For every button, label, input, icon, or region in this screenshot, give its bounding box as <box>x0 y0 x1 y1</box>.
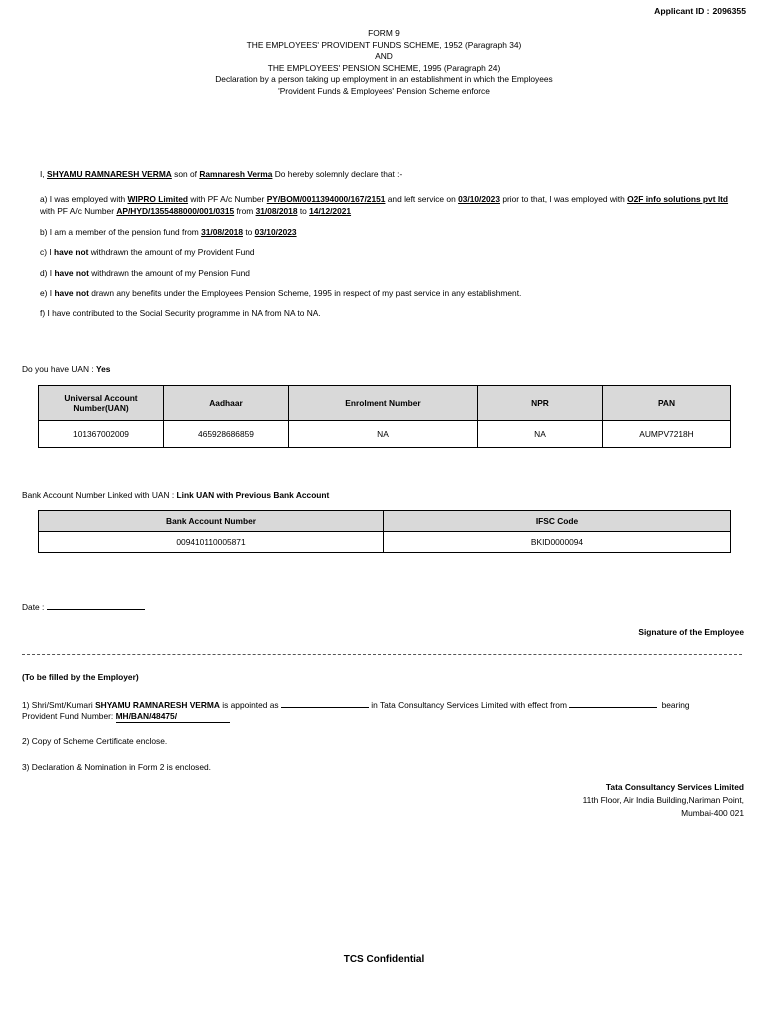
employee-name: SHYAMU RAMNARESH VERMA <box>46 169 172 179</box>
prior-text: prior to that, I was employed with <box>502 194 625 204</box>
pension-from-date: 31/08/2018 <box>201 227 243 237</box>
applicant-id <box>654 6 746 16</box>
uan-value: 101367002009 <box>39 421 164 448</box>
clause-c <box>40 247 730 259</box>
ifsc-value: BKID0000094 <box>384 532 731 553</box>
employer-clause-3: 3) Declaration & Nomination in Form 2 is enclosed. <box>22 762 211 772</box>
previous-employer: WIPRO Limited <box>127 194 189 204</box>
npr-value: NA <box>478 421 603 448</box>
header-and: AND <box>375 51 393 61</box>
bank-linked-line <box>22 490 329 500</box>
clause-b <box>40 227 730 239</box>
earlier-to-date: 14/12/2021 <box>309 205 352 216</box>
enrolment-value: NA <box>289 421 478 448</box>
bank-table <box>38 510 731 553</box>
signature-label: Signature of the Employee <box>638 627 744 637</box>
left-service-text: and left service on <box>387 194 456 204</box>
clause-e <box>40 288 730 300</box>
clause-a <box>40 194 730 217</box>
date-field[interactable] <box>47 600 145 610</box>
table-row <box>39 421 731 448</box>
uan-header-enrolment: Enrolment Number <box>289 386 478 421</box>
bank-linked-value: Link UAN with Previous Bank Account <box>176 490 330 500</box>
footer-confidential: TCS Confidential <box>343 954 425 965</box>
intro-prefix: I, <box>40 169 45 179</box>
designation-field[interactable] <box>281 698 369 708</box>
uan-question-label: Do you have UAN : <box>22 364 94 374</box>
company-name: Tata Consultancy Services Limited <box>605 782 744 792</box>
appointed-as-text: is appointed as <box>222 700 279 710</box>
date-line <box>22 600 145 612</box>
earlier-pf-account-number: AP/HYD/1355488000/001/0315 <box>116 205 235 216</box>
bank-header-account: Bank Account Number <box>39 511 384 532</box>
clause-d <box>40 268 730 280</box>
clause-d-bold: have not <box>54 268 89 278</box>
clause-b-to-text: to <box>245 227 253 237</box>
pension-to-date: 03/10/2023 <box>254 227 297 237</box>
form-title: FORM 9 <box>368 28 400 38</box>
clause-f: f) I have contributed to the Social Security programme in NA from NA to NA. <box>40 308 321 318</box>
uan-table <box>38 385 731 448</box>
company-address-line-1: 11th Floor, Air India Building,Nariman Point, <box>582 795 744 805</box>
clause-b-prefix: b) I am a member of the pension fund from <box>40 227 199 237</box>
applicant-id-value: 2096355 <box>712 6 746 16</box>
clause-a-prefix: a) I was employed with <box>40 194 126 204</box>
uan-header-npr: NPR <box>478 386 603 421</box>
clause-c-suffix: withdrawn the amount of my Provident Fund <box>90 247 255 257</box>
scheme-pf-title: THE EMPLOYEES' PROVIDENT FUNDS SCHEME, 1952 (Paragraph 34) <box>246 39 522 50</box>
uan-header-pan: PAN <box>603 386 731 421</box>
section-divider <box>22 654 742 655</box>
declaration-subtitle-1: Declaration by a person taking up employment in an establishment in which the Employees <box>215 74 553 84</box>
employer-employee-name: SHYAMU RAMNARESH VERMA <box>95 700 220 710</box>
declaration-intro <box>40 169 730 181</box>
employer-clause-2: 2) Copy of Scheme Certificate enclose. <box>22 736 168 746</box>
from-text: from <box>236 205 254 216</box>
son-of-text: son of <box>174 169 197 179</box>
bank-header-ifsc: IFSC Code <box>384 511 731 532</box>
bearing-text: bearing <box>661 700 690 710</box>
clause-e-suffix: drawn any benefits under the Employees Pension Scheme, 1995 in respect of my past service in any establishment. <box>91 288 522 298</box>
declaration-subtitle-2: 'Provident Funds & Employees' Pension Scheme enforce <box>278 85 490 96</box>
uan-header-uan: Universal Account Number(UAN) <box>39 386 164 421</box>
date-label: Date : <box>22 602 45 612</box>
aadhaar-value: 465928686859 <box>164 421 289 448</box>
pf-number-line <box>22 710 230 723</box>
to-text: to <box>299 205 307 216</box>
pf-account-number: PY/BOM/0011394000/167/2151 <box>266 194 386 204</box>
pan-value: AUMPV7218H <box>603 421 731 448</box>
company-effect-text: in Tata Consultancy Services Limited with effect from <box>371 700 567 710</box>
uan-table-header-row <box>39 386 731 421</box>
clause-c-bold: have not <box>53 247 89 257</box>
pf-number-value: MH/BAN/48475/ <box>116 710 230 723</box>
earlier-pf-text: with PF A/c Number <box>40 205 115 216</box>
uan-header-aadhaar: Aadhaar <box>164 386 289 421</box>
table-row <box>39 532 731 553</box>
effective-date-field[interactable] <box>569 698 657 708</box>
employer-p1-prefix: 1) Shri/Smt/Kumari <box>22 700 93 710</box>
earlier-employer: O2F info solutions pvt ltd <box>627 194 729 204</box>
clause-e-prefix: e) I <box>40 288 53 298</box>
employer-section-title: (To be filled by the Employer) <box>22 672 139 682</box>
uan-answer: Yes <box>96 364 111 374</box>
applicant-id-label: Applicant ID : <box>654 6 710 16</box>
bank-linked-label: Bank Account Number Linked with UAN : <box>22 490 175 500</box>
bank-account-value: 009410110005871 <box>39 532 384 553</box>
pf-text: with PF A/c Number <box>190 194 265 204</box>
earlier-from-date: 31/08/2018 <box>255 205 298 216</box>
bank-table-header-row <box>39 511 731 532</box>
form-header <box>0 28 768 97</box>
left-service-date: 03/10/2023 <box>458 194 500 204</box>
uan-question <box>22 364 110 374</box>
pf-number-label: Provident Fund Number: <box>22 711 114 721</box>
clause-d-suffix: withdrawn the amount of my Pension Fund <box>91 268 250 278</box>
clause-e-bold: have not <box>54 288 89 298</box>
clause-c-prefix: c) I <box>40 247 52 257</box>
father-name: Ramnaresh Verma <box>199 169 273 179</box>
company-address-line-2: Mumbai-400 021 <box>681 808 744 818</box>
scheme-pension-title: THE EMPLOYEES' PENSION SCHEME, 1995 (Paragraph 24) <box>267 62 501 73</box>
clause-d-prefix: d) I <box>40 268 53 278</box>
intro-suffix: Do hereby solemnly declare that :- <box>274 169 403 179</box>
